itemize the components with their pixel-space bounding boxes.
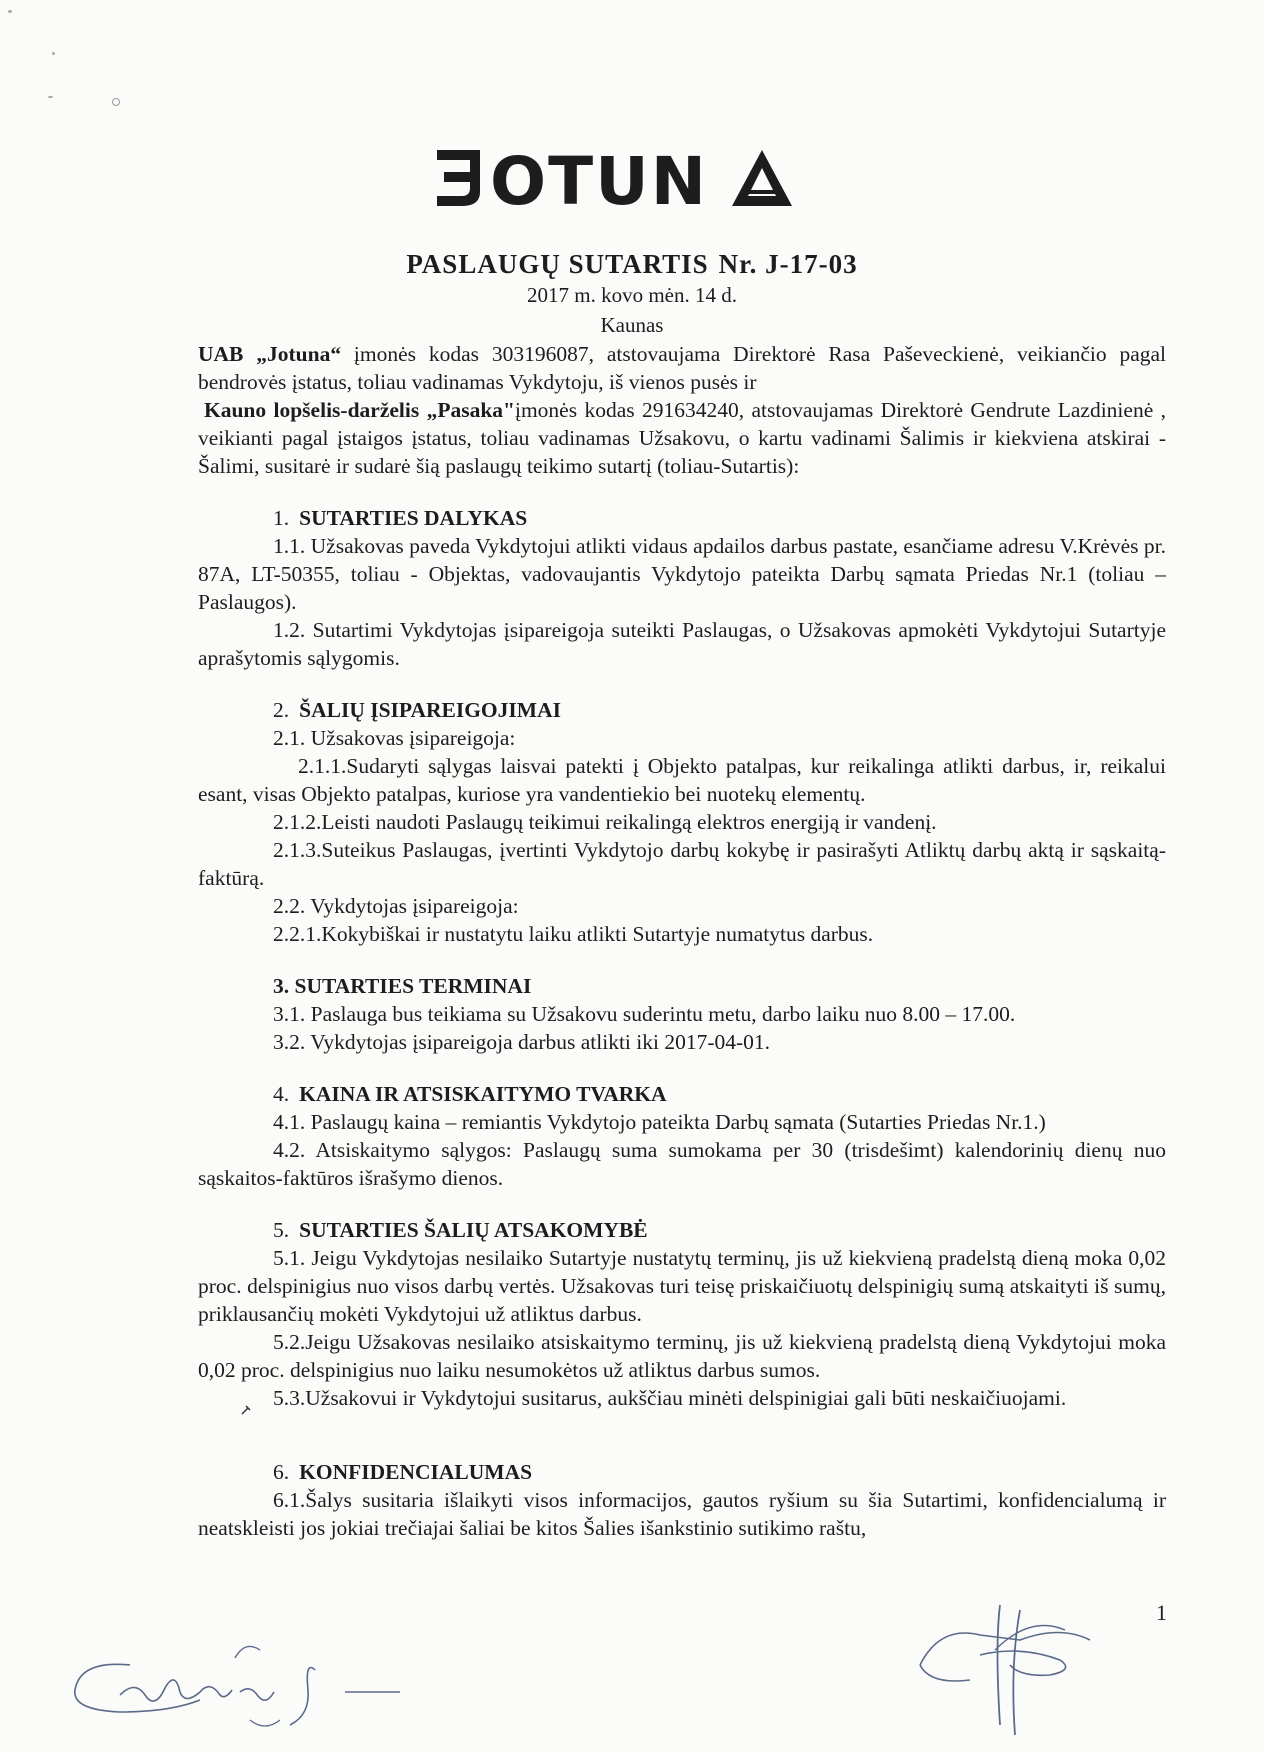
scan-speck [8,10,12,13]
party1-text: įmonės kodas 303196087, atstovaujama Direktorė Rasa Paševeckienė, veikiančio pagal bendrovės įstatus, toliau vadinamas Vykdytoju, iš vienos pusės ir [198,342,1167,394]
scan-speck [52,52,55,55]
scan-speck [48,96,53,98]
clause-2-1: 2.1. Užsakovas įsipareigoja: [273,726,516,750]
section-6-heading: 6. KONFIDENCIALUMAS [273,1460,533,1484]
party2-name: Kauno lopšelis-darželis „Pasaka" [204,398,515,422]
clause-2-2-1: 2.2.1.Kokybiškai ir nustatytu laiku atlikti Sutartyje numatytus darbus. [273,922,874,946]
contract-date: 2017 m. kovo mėn. 14 d. [527,283,737,307]
clause-3-2: 3.2. Vykdytojas įsipareigoja darbus atlikti iki 2017-04-01. [273,1030,771,1054]
clause-4-1: 4.1. Paslaugų kaina – remiantis Vykdytojo pateikta Darbų sąmata (Sutarties Priedas Nr.1.) [273,1110,1046,1134]
clause-1-1: 1.1. Užsakovas paveda Vykdytojui atlikti vidaus apdailos darbus pastate, esančiame adresu V.Krėvės pr. 87A, LT-50355, toliau - Objektas, vadovaujantis Vykdytojo pateikta Darbų sąmata Priedas Nr.1 (toliau – Paslaugos). [198,534,1166,614]
contract-number: Nr. J-17-03 [718,249,858,279]
signature-right-icon [900,1585,1140,1745]
section-2-heading: 2. ŠALIŲ ĮSIPAREIGOJIMAI [273,698,561,722]
clause-2-2: 2.2. Vykdytojas įsipareigoja: [273,894,519,918]
section-1-heading: 1. SUTARTIES DALYKAS [273,506,528,530]
section-5-heading: 5. SUTARTIES ŠALIŲ ATSAKOMYBĖ [273,1218,648,1242]
clause-1-2: 1.2. Sutartimi Vykdytojas įsipareigoja suteikti Paslaugas, o Užsakovas apmokėti Vykdytojui Sutartyje aprašytomis sąlygomis. [198,618,1166,670]
page-number: 1 [1156,1600,1167,1625]
contract-header [0,248,1264,340]
contract-body [198,340,1166,1542]
contract-city: Kaunas [600,313,664,337]
clause-5-1: 5.1. Jeigu Vykdytojas nesilaiko Sutartyje nustatytų terminų, jis už kiekvieną pradelstą dieną moka 0,02 proc. delspinigius nuo visos darbų vertės. Užsakovas turi teisę priskaičiuotų delspinigių sumą atskaityti iš sumų, priklausančių mokėti Vykdytojui už atliktus darbus. [198,1246,1166,1326]
clause-2-1-2: 2.1.2.Leisti naudoti Paslaugų teikimui reikalingą elektros energiją ir vandenį. [273,810,937,834]
signature-left-icon [60,1600,420,1740]
clause-5-3: 5.3.Užsakovui ir Vykdytojui susitarus, aukščiau minėti delspinigiai gali būti neskaičiuojami. [273,1386,1067,1410]
company-logo [0,140,1264,215]
clause-4-2: 4.2. Atsiskaitymo sąlygos: Paslaugų suma sumokama per 30 (trisdešimt) kalendorinių dienų nuo sąskaitos-faktūros išrašymo dienos. [198,1138,1166,1190]
pen-mark-icon [238,1400,258,1420]
section-4-heading: 4. KAINA IR ATSISKAITYMO TVARKA [273,1082,667,1106]
clause-2-1-3: 2.1.3.Suteikus Paslaugas, įvertinti Vykdytojo darbų kokybę ir pasirašyti Atliktų darbų aktą ir sąskaitą-faktūrą. [198,838,1166,890]
contract-title-line [0,248,1264,280]
clause-2-1-1: 2.1.1.Sudaryti sąlygas laisvai patekti į Objekto patalpas, kur reikalinga atlikti darbus, ir, reikalui esant, visas Objekto patalpas, kuriose yra vandentiekio bei nuotekų elementų. [198,754,1166,806]
clause-5-2: 5.2.Jeigu Užsakovas nesilaiko atsiskaitymo terminų, jis už kiekvieną pradelstą dieną Vykdytojui moka 0,02 proc. delspinigius nuo laiku nesumokėtos už atliktus darbus sumos. [198,1330,1166,1382]
jotuna-logo-icon [432,140,832,210]
section-3-heading: 3. SUTARTIES TERMINAI [273,974,532,998]
svg-text:OTUN: OTUN [490,143,708,210]
clause-3-1: 3.1. Paslauga bus teikiama su Užsakovu suderintu metu, darbo laiku nuo 8.00 – 17.00. [273,1002,1016,1026]
party2-text: įmonės kodas 291634240, atstovaujamas Direktorė Gendrute Lazdinienė , veikianti pagal įstaigos įstatus, toliau vadinamas Užsakovu, o kartu vadinami Šalimis ir kiekviena atskirai - Šalimi, susitarė ir sudarė šią paslaugų teikimo sutartį (toliau-Sutartis): [198,398,1166,478]
party1-name: UAB „Jotuna“ [198,342,342,366]
contract-title: PASLAUGŲ SUTARTIS [406,249,709,279]
clause-6-1: 6.1.Šalys susitaria išlaikyti visos informacijos, gautos ryšium su šia Sutartimi, konfidencialumą ir neatskleisti jos jokiai trečiajai šaliai be kitos Šalies išankstinio sutikimo raštu, [198,1488,1166,1540]
scan-speck [112,98,120,106]
intro-paragraph [198,340,1166,480]
